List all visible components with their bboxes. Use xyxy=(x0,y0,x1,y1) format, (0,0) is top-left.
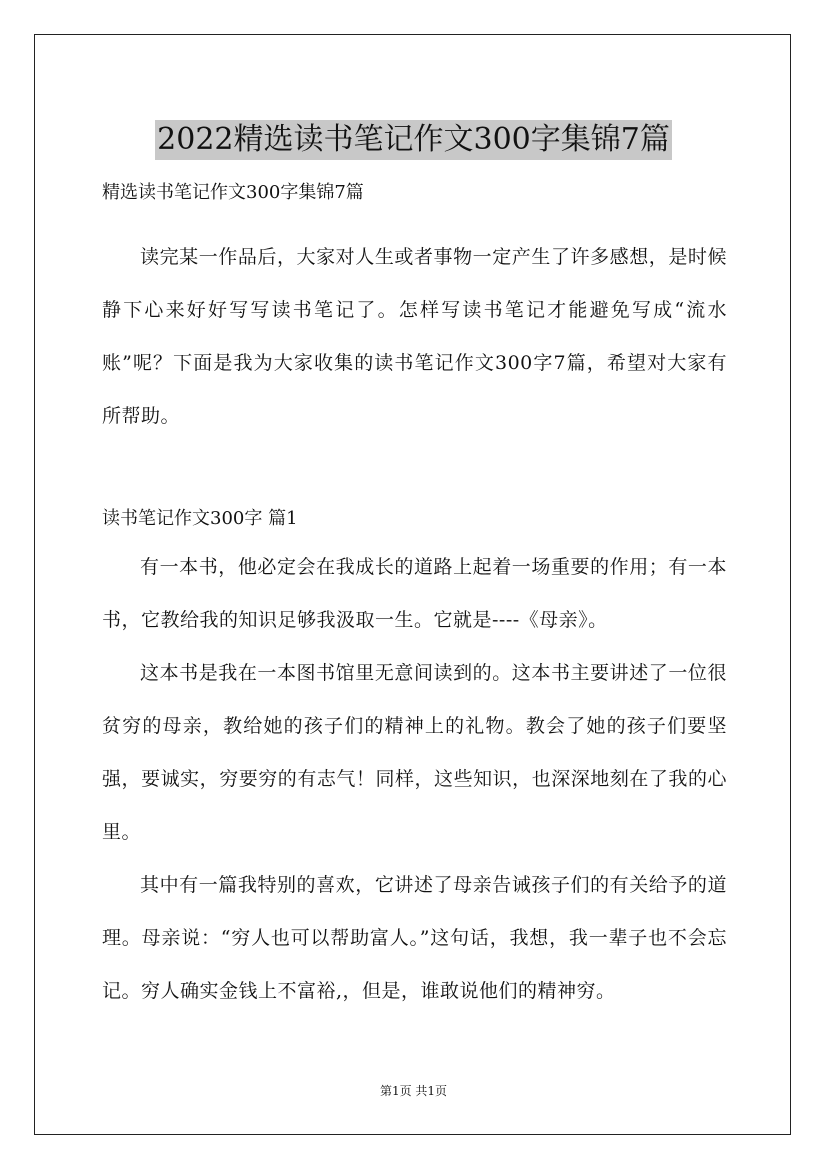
document-title: 2022精选读书笔记作文300字集锦7篇 xyxy=(155,120,672,160)
body-paragraph: 这本书是我在一本图书馆里无意间读到的。这本书主要讲述了一位很贫穷的母亲，教给她的孩子们的精神上的礼物。教会了她的孩子们要坚强，要诚实，穷要穷的有志气！同样，这些知识，也深深地刻在了我的心里。 xyxy=(102,662,727,843)
title-container xyxy=(0,100,827,180)
body-paragraph: 其中有一篇我特别的喜欢，它讲述了母亲告诫孩子们的有关给予的道理。母亲说：“穷人也可以帮助富人。”这句话，我想，我一辈子也不会忘记。穷人确实金钱上不富裕,，但是，谁敢说他们的精神穷。 xyxy=(102,874,727,1002)
body-paragraph: 有一本书，他必定会在我成长的道路上起着一场重要的作用；有一本书，它教给我的知识足够我汲取一生。它就是----《母亲》。 xyxy=(102,556,727,631)
intro-paragraph: 读完某一作品后，大家对人生或者事物一定产生了许多感想，是时候静下心来好好写写读书笔记了。怎样写读书笔记才能避免写成“流水账”呢？下面是我为大家收集的读书笔记作文300字7篇，希望对大家有所帮助。 xyxy=(102,246,727,427)
section-heading: 读书笔记作文300字 篇1 xyxy=(102,508,298,529)
document-subtitle: 精选读书笔记作文300字集锦7篇 xyxy=(102,182,364,203)
page-footer: 第1页 共1页 xyxy=(379,1084,448,1098)
document-body xyxy=(102,175,727,1018)
